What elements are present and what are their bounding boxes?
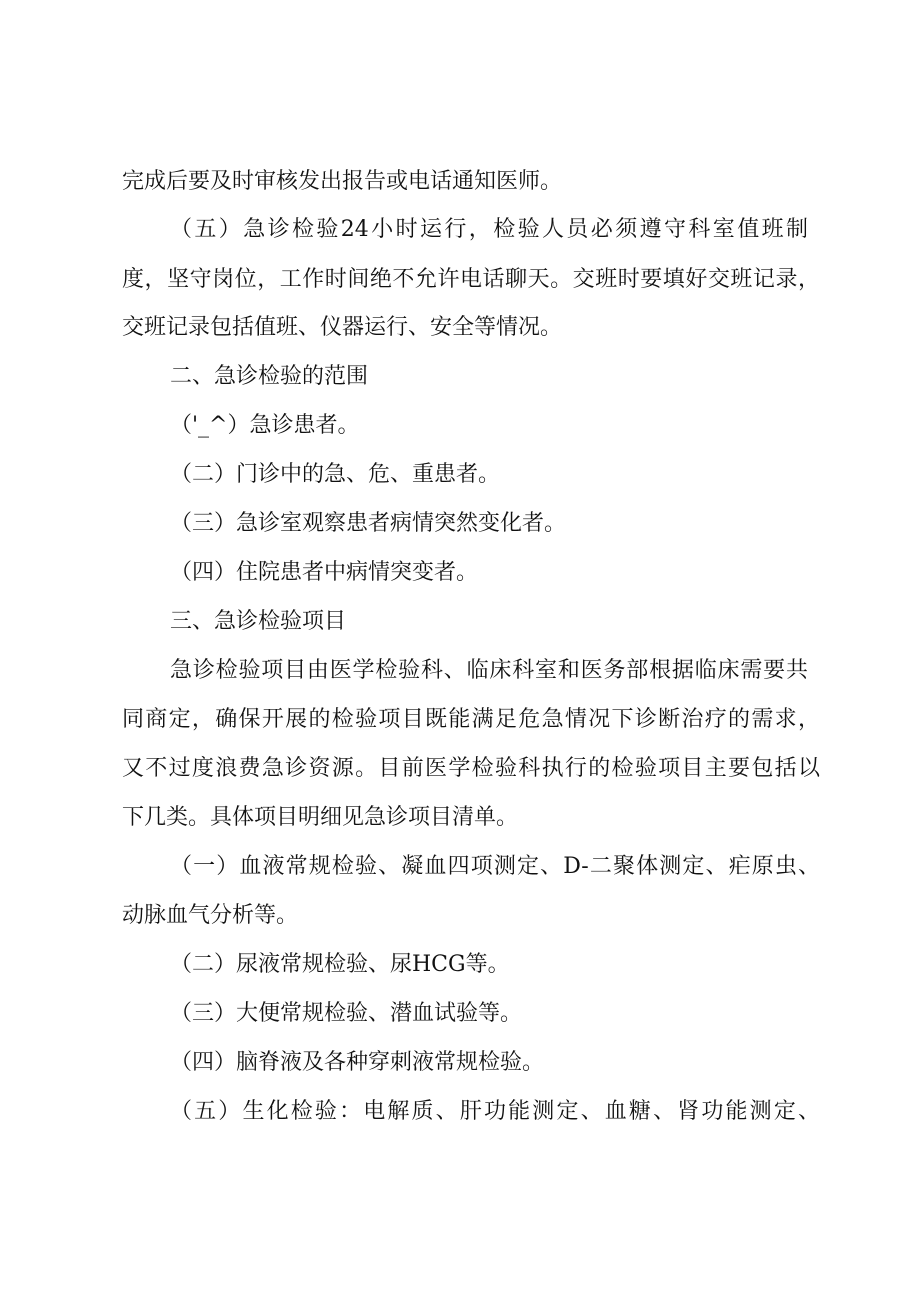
text-line-9: （四）住院患者中病情突变者。 bbox=[170, 560, 479, 585]
text-line-18: （三）大便常规检验、潜血试验等。 bbox=[170, 1001, 523, 1026]
section-heading-items: 三、急诊检验项目 bbox=[170, 609, 347, 634]
text-line-17: （二）尿液常规检验、尿HCG等。 bbox=[170, 952, 510, 977]
text-line-13: 又不过度浪费急诊资源。目前医学检验科执行的检验项目主要包括以 bbox=[122, 756, 820, 781]
text-line-6: （'_^）急诊患者。 bbox=[170, 413, 360, 438]
text-line-7: （二）门诊中的急、危、重患者。 bbox=[170, 462, 501, 487]
text-line-19: （四）脑脊液及各种穿刺液常规检验。 bbox=[170, 1050, 545, 1075]
text-line-3: 度，坚守岗位，工作时间绝不允许电话聊天。交班时要填好交班记录， bbox=[122, 267, 820, 292]
text-line-2: （五）急诊检验24小时运行，检验人员必须遵守科室值班制 bbox=[170, 217, 808, 242]
text-line-4: 交班记录包括值班、仪器运行、安全等情况。 bbox=[122, 315, 563, 340]
text-line-11: 急诊检验项目由医学检验科、临床科室和医务部根据临床需要共 bbox=[170, 658, 808, 683]
text-line-8: （三）急诊室观察患者病情突然变化者。 bbox=[170, 511, 567, 536]
text-line-12: 同商定，确保开展的检验项目既能满足危急情况下诊断治疗的需求， bbox=[122, 707, 820, 732]
section-heading-scope: 二、急诊检验的范围 bbox=[170, 364, 369, 389]
text-line-16: 动脉血气分析等。 bbox=[122, 903, 299, 928]
text-line-14: 下几类。具体项目明细见急诊项目清单。 bbox=[122, 805, 519, 830]
text-line-1: 完成后要及时审核发出报告或电话通知医师。 bbox=[122, 169, 563, 194]
text-line-20: （五）生化检验：电解质、肝功能测定、血糖、肾功能测定、 bbox=[170, 1099, 820, 1124]
text-line-15: （一）血液常规检验、凝血四项测定、D-二聚体测定、疟原虫、 bbox=[170, 854, 820, 879]
